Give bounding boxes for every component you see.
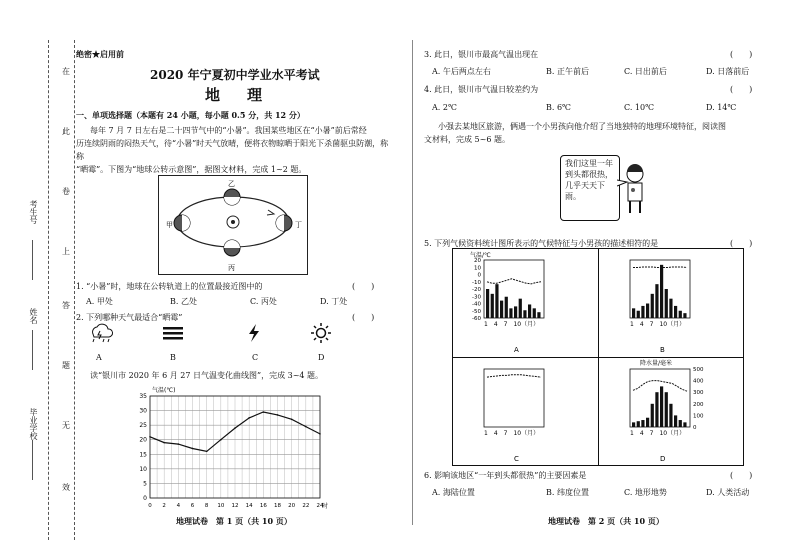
x-tick-label: 6 [190, 503, 195, 509]
y-tick-label: 0 [143, 495, 147, 502]
field-school-line [32, 440, 33, 480]
earth-b-lit [224, 197, 240, 205]
temperature-point [263, 411, 265, 413]
q6-option-d[interactable]: D. 人类活动 [706, 488, 750, 497]
climate-y-tick: 300 [693, 390, 704, 397]
temperature-point [220, 439, 222, 441]
temperature-point [234, 427, 236, 429]
climate-precip-bar [495, 284, 498, 318]
q4-answer-paren[interactable]: ( ) [730, 85, 753, 94]
binding-line [48, 40, 49, 540]
q6-option-c[interactable]: C. 地形地势 [624, 488, 667, 497]
climate-precip-bar [641, 306, 644, 318]
q1-answer-paren[interactable]: ( ) [352, 282, 375, 291]
intro-paragraph [76, 124, 396, 176]
q56-intro [424, 120, 764, 146]
climate-precip-bar [683, 422, 686, 427]
q1-option-d[interactable]: D. 丁处 [320, 297, 348, 306]
climate-charts [452, 248, 744, 466]
y-tick-label: 5 [143, 480, 147, 488]
binding-line-inner [74, 40, 75, 540]
q2-answer-paren[interactable]: ( ) [352, 313, 375, 322]
climate-precip-bar [519, 299, 522, 318]
q56-intro-line-1: 小强去某地区旅游，俩遇一个小男孩向他介绍了当地独特的地理环境特征，阅读图 [438, 122, 726, 131]
climate-precip-bar [679, 420, 682, 427]
climate-precip-bar [523, 310, 526, 318]
climate-precip-bar [632, 422, 635, 427]
climate-precip-bar [683, 313, 686, 318]
temperature-line-chart [128, 382, 328, 510]
q4-option-d[interactable]: D. 14℃ [706, 103, 737, 112]
intro-line-3: “晒霉”。下图为“地球公转示意图”，据图文材料，完成 1~2 题。 [76, 165, 307, 174]
x-tick-label: 0 [148, 503, 152, 509]
q1-option-b[interactable]: B. 乙处 [170, 297, 197, 306]
exam-title: 2020 年宁夏初中学业水平考试 [150, 68, 320, 82]
q3-option-c[interactable]: C. 日出前后 [624, 67, 667, 76]
temperature-point [277, 414, 279, 416]
climate-precip-bar [660, 265, 663, 318]
climate-y-tick: -30 [472, 294, 481, 301]
x-tick-label: 24 [316, 503, 324, 509]
climate-precip-bar [632, 308, 635, 318]
climate-y-tick: 500 [693, 367, 704, 373]
q3-option-d[interactable]: D. 日落前后 [706, 67, 750, 76]
earth-a-lit [182, 215, 190, 231]
label-bing: 丙 [228, 264, 235, 272]
climate-y-tick: 10 [474, 265, 481, 272]
climate-precip-bar [655, 284, 658, 318]
climate-y-tick: -40 [472, 301, 481, 308]
climate-y-tick: -50 [472, 308, 481, 315]
climate-y-tick: 20 [474, 258, 481, 264]
binding-char: 答 [62, 301, 70, 310]
x-tick-label: 14 [245, 503, 253, 509]
climate-precip-bar [528, 304, 531, 318]
climate-y-tick: 0 [477, 272, 481, 279]
climate-precip-bar [514, 306, 517, 318]
y-tick-label: 35 [139, 393, 147, 400]
field-exam-number-line [32, 240, 33, 280]
y-tick-label: 30 [139, 407, 147, 415]
q34-intro: 读“银川市 2020 年 6 月 27 日气温变化曲线图”，完成 3~4 题。 [90, 371, 324, 380]
q2-option-a: A [96, 353, 102, 362]
climate-precip-bar [641, 420, 644, 427]
page2-footer: 地理试卷 第 2 页（共 10 页） [548, 516, 664, 526]
climate-precip-bar [637, 421, 640, 427]
q4-option-a[interactable]: A. 2℃ [432, 103, 457, 112]
binding-char: 题 [62, 361, 70, 370]
q56-intro-line-2: 文材料，完成 5~6 题。 [424, 135, 510, 144]
field-name-line [32, 330, 33, 370]
secret-label: 绝密★启用前 [76, 49, 124, 59]
temperature-point [163, 442, 165, 444]
field-school: 毕业学校 [29, 408, 38, 440]
q1-option-c[interactable]: C. 丙处 [250, 297, 277, 306]
climate-precip-bar [655, 392, 658, 427]
y-axis-label: 气温(℃) [152, 387, 176, 394]
temperature-point [319, 433, 321, 435]
x-tick-label: 22 [302, 503, 310, 509]
y-tick-label: 15 [139, 451, 147, 459]
q6-answer-paren[interactable]: ( ) [730, 471, 753, 480]
fog-icon[interactable] [162, 325, 184, 341]
q4-text: 4. 此日，银川市气温日较差约为 [424, 85, 539, 94]
climate-precip-bar [491, 294, 494, 318]
q1-option-a[interactable]: A. 甲处 [86, 297, 113, 306]
climate-y-tick: 0 [693, 425, 697, 431]
label-jia: 甲 [166, 221, 173, 229]
climate-precip-bar [679, 311, 682, 318]
climate-month-label: 1 4 7 10（月） [630, 430, 686, 437]
climate-chart-letter: C [514, 455, 519, 463]
x-tick-label: 8 [204, 503, 209, 509]
page-divider [412, 40, 413, 525]
climate-precip-bar [669, 299, 672, 318]
orbit-arrow [267, 210, 274, 215]
climate-precip-bar [637, 311, 640, 318]
climate-precip-bar [646, 418, 649, 427]
climate-precip-bar [500, 301, 503, 318]
q2-option-c: C [252, 353, 259, 362]
climate-precip-axis-label: 降水量/毫米 [640, 360, 673, 367]
climate-precip-bar [486, 289, 489, 318]
climate-temp-axis-label: 气温/℃ [470, 252, 491, 259]
y-tick-label: 25 [139, 422, 147, 430]
binding-char: 上 [62, 247, 70, 256]
sunny-icon[interactable] [310, 322, 332, 344]
x-tick-label: 20 [288, 503, 296, 509]
climate-precip-bar [533, 308, 536, 318]
intro-line-2: 历连续阴雨的闷热天气，待“小暑”时天气放晴，便将衣物晾晒于阳光下杀菌驱虫防潮，称称 [76, 139, 389, 161]
thunderstorm-rain-icon[interactable] [88, 322, 114, 344]
climate-y-tick: 100 [693, 413, 704, 420]
q6-option-a[interactable]: A. 海陆位置 [432, 488, 475, 497]
x-tick-label: 10 [217, 503, 225, 509]
q5-text: 5. 下列气候资料统计图所表示的气候特征与小男孩的描述相符的是 [424, 239, 659, 248]
climate-y-tick: 200 [693, 401, 704, 408]
temperature-point [178, 443, 180, 445]
earth-orbit-diagram [158, 175, 308, 275]
q3-text: 3. 此日，银川市最高气温出现在 [424, 50, 539, 59]
temperature-point [248, 417, 250, 419]
section1-heading: 一、单项选择题（本题有 24 小题，每小题 0.5 分，共 12 分） [76, 110, 305, 120]
boy-illustration [617, 160, 647, 216]
subject-title: 地 理 [205, 86, 269, 104]
binding-char: 在 [62, 67, 70, 76]
label-ding: 丁 [295, 221, 302, 229]
binding-char: 此 [62, 127, 70, 136]
q2-text: 2. 下列哪种天气最适合“晒霉” [76, 313, 183, 322]
climate-y-tick: -10 [472, 279, 481, 286]
field-exam-number: 考生号 [29, 200, 38, 224]
temperature-point [305, 426, 307, 428]
earth-d-lit [276, 215, 284, 231]
q5-answer-paren[interactable]: ( ) [730, 239, 753, 248]
climate-month-label: 1 4 7 10（月） [484, 321, 540, 328]
climate-precip-bar [537, 312, 540, 318]
x-tick-label: 12 [231, 503, 239, 509]
q3-answer-paren[interactable]: ( ) [730, 50, 753, 59]
sun-core [231, 220, 235, 224]
label-yi: 乙 [228, 180, 235, 188]
climate-month-label: 1 4 7 10（月） [630, 321, 686, 328]
intro-line-1: 每年 7 月 7 日左右是二十四节气中的“小暑”。我国某些地区在“小暑”前后常经 [90, 126, 367, 135]
q1-text: 1. “小暑”时，地球在公转轨道上的位置最接近图中的 [76, 282, 263, 291]
climate-precip-bar [651, 404, 654, 427]
q3-option-a[interactable]: A. 午后两点左右 [432, 67, 491, 76]
x-tick-label: 18 [274, 503, 281, 509]
x-tick-label: 4 [176, 503, 181, 509]
climate-precip-bar [669, 404, 672, 427]
lightning-icon[interactable] [246, 323, 262, 343]
climate-y-tick: -60 [472, 316, 481, 322]
climate-precip-bar [674, 415, 677, 427]
climate-month-label: 1 4 7 10（月） [484, 430, 540, 437]
page1-footer: 地理试卷 第 1 页（共 10 页） [176, 516, 292, 526]
x-axis-label: 时 [322, 503, 328, 510]
temperature-point [291, 419, 293, 421]
temperature-point [192, 448, 194, 450]
climate-plot-frame [484, 369, 544, 427]
climate-y-tick: 400 [693, 378, 704, 385]
q3-option-b[interactable]: B. 正午前后 [546, 67, 589, 76]
x-tick-label: 16 [259, 503, 267, 509]
q2-option-d: D [318, 353, 325, 362]
climate-temp-line [487, 375, 541, 377]
climate-chart-letter: B [660, 346, 665, 354]
climate-precip-bar [665, 289, 668, 318]
y-tick-label: 20 [139, 436, 147, 444]
binding-char: 效 [62, 483, 70, 492]
field-name: 姓名 [29, 308, 38, 324]
q2-option-b: B [170, 353, 176, 362]
temperature-point [149, 436, 151, 438]
climate-precip-bar [665, 392, 668, 427]
binding-char: 卷 [62, 187, 70, 196]
climate-precip-bar [651, 294, 654, 318]
climate-chart-letter: D [660, 455, 666, 463]
climate-precip-bar [674, 306, 677, 318]
earth-c-lit [224, 240, 240, 248]
q4-option-c[interactable]: C. 10℃ [624, 103, 655, 112]
speech-bubble: 我们这里一年到头都很热，几乎天天下雨。 [560, 155, 620, 221]
climate-precip-bar [646, 304, 649, 319]
climate-y-tick: -20 [472, 287, 481, 293]
climate-precip-bar [509, 308, 512, 318]
temperature-point [206, 451, 208, 453]
q6-text: 6. 影响该地区“一年到头都很热”的主要因素是 [424, 471, 587, 480]
climate-precip-bar [505, 297, 508, 318]
climate-precip-bar [660, 386, 663, 427]
climate-temp-line [487, 279, 541, 284]
q6-option-b[interactable]: B. 纬度位置 [546, 488, 589, 497]
y-tick-label: 10 [139, 465, 147, 473]
binding-char: 无 [62, 421, 70, 430]
x-tick-label: 2 [162, 503, 166, 509]
climate-chart-letter: A [514, 346, 519, 354]
q4-option-b[interactable]: B. 6℃ [546, 103, 572, 112]
